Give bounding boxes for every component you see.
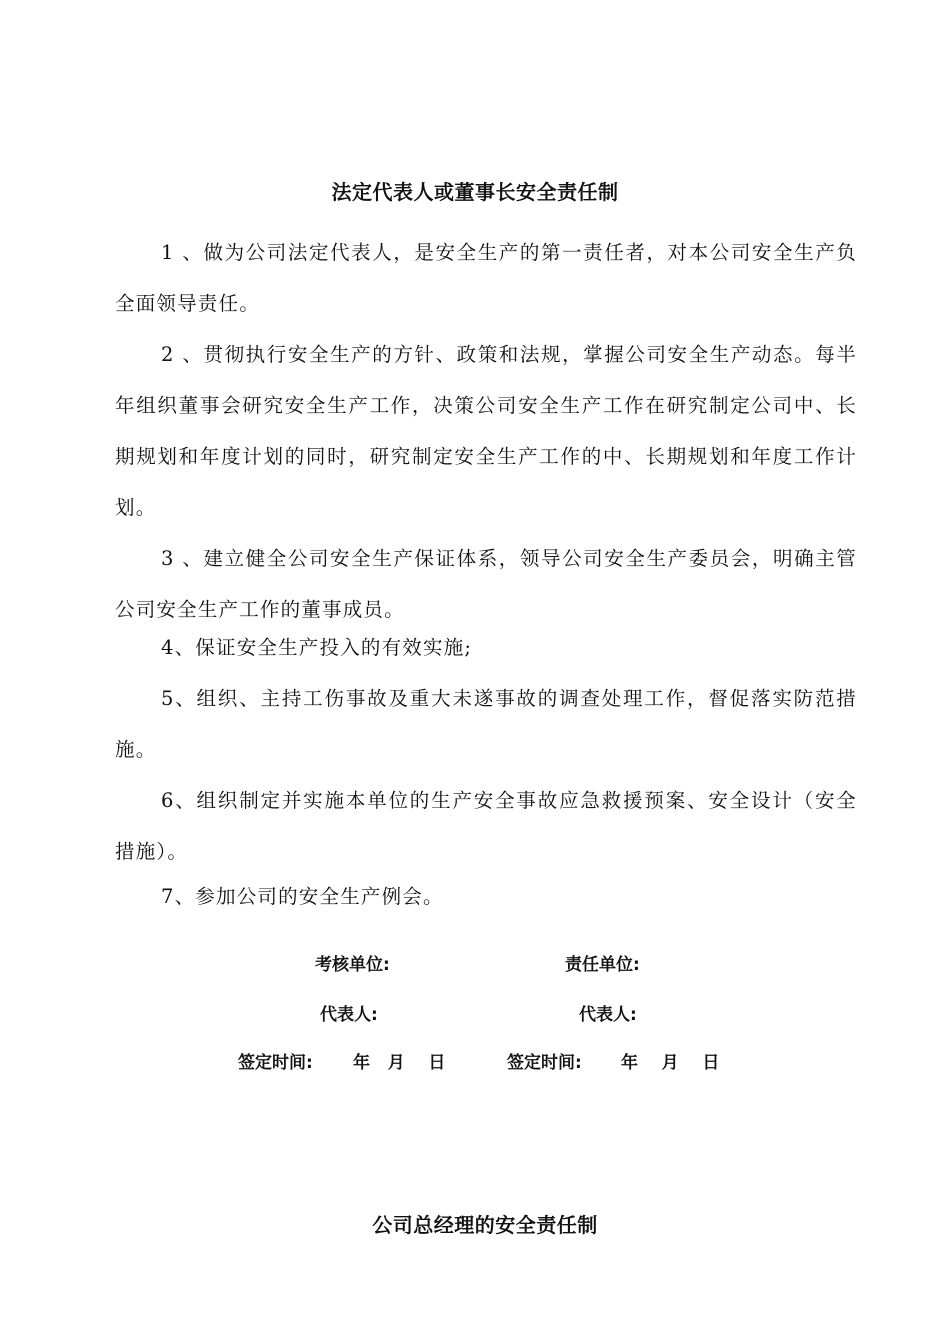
item-2: 2 、贯彻执行安全生产的方针、政策和法规，掌握公司安全生产动态。每半年组织董事会研究安全生产工作，决策公司安全生产工作在研究制定公司中、长期规划和年度计划的同时，研究制定安全生产工作的中、长期规划和年度工作计划。 [115,343,857,519]
assessment-sign-date-label: 签定时间: [238,1053,313,1073]
assessment-representative-label: 代表人: [320,1005,378,1025]
responsible-unit-label: 责任单位: [565,955,640,975]
item-5: 5、组织、主持工伤事故及重大未遂事故的调查处理工作，督促落实防范措施。 [115,687,857,761]
assessment-unit-label: 考核单位: [315,955,390,975]
item-3: 3 、建立健全公司安全生产保证体系，领导公司安全生产委员会，明确主管公司安全生产工作的董事成员。 [115,547,857,621]
section2-title: 公司总经理的安全责任制 [372,1213,598,1237]
section1-title: 法定代表人或董事长安全责任制 [331,180,619,204]
item-1: 1 、做为公司法定代表人，是安全生产的第一责任者，对本公司安全生产负全面领导责任。 [115,241,857,315]
responsible-sign-date-label: 签定时间: [507,1053,582,1073]
responsible-representative-label: 代表人: [579,1005,637,1025]
assessment-sign-date-fields: 年 月 日 [353,1053,446,1073]
item-4: 4、保证安全生产投入的有效实施; [161,636,473,659]
item-7: 7、参加公司的安全生产例会。 [161,885,444,908]
item-6: 6、组织制定并实施本单位的生产安全事故应急救援预案、安全设计（安全措施）。 [115,789,857,863]
responsible-sign-date-fields: 年 月 日 [621,1053,720,1073]
